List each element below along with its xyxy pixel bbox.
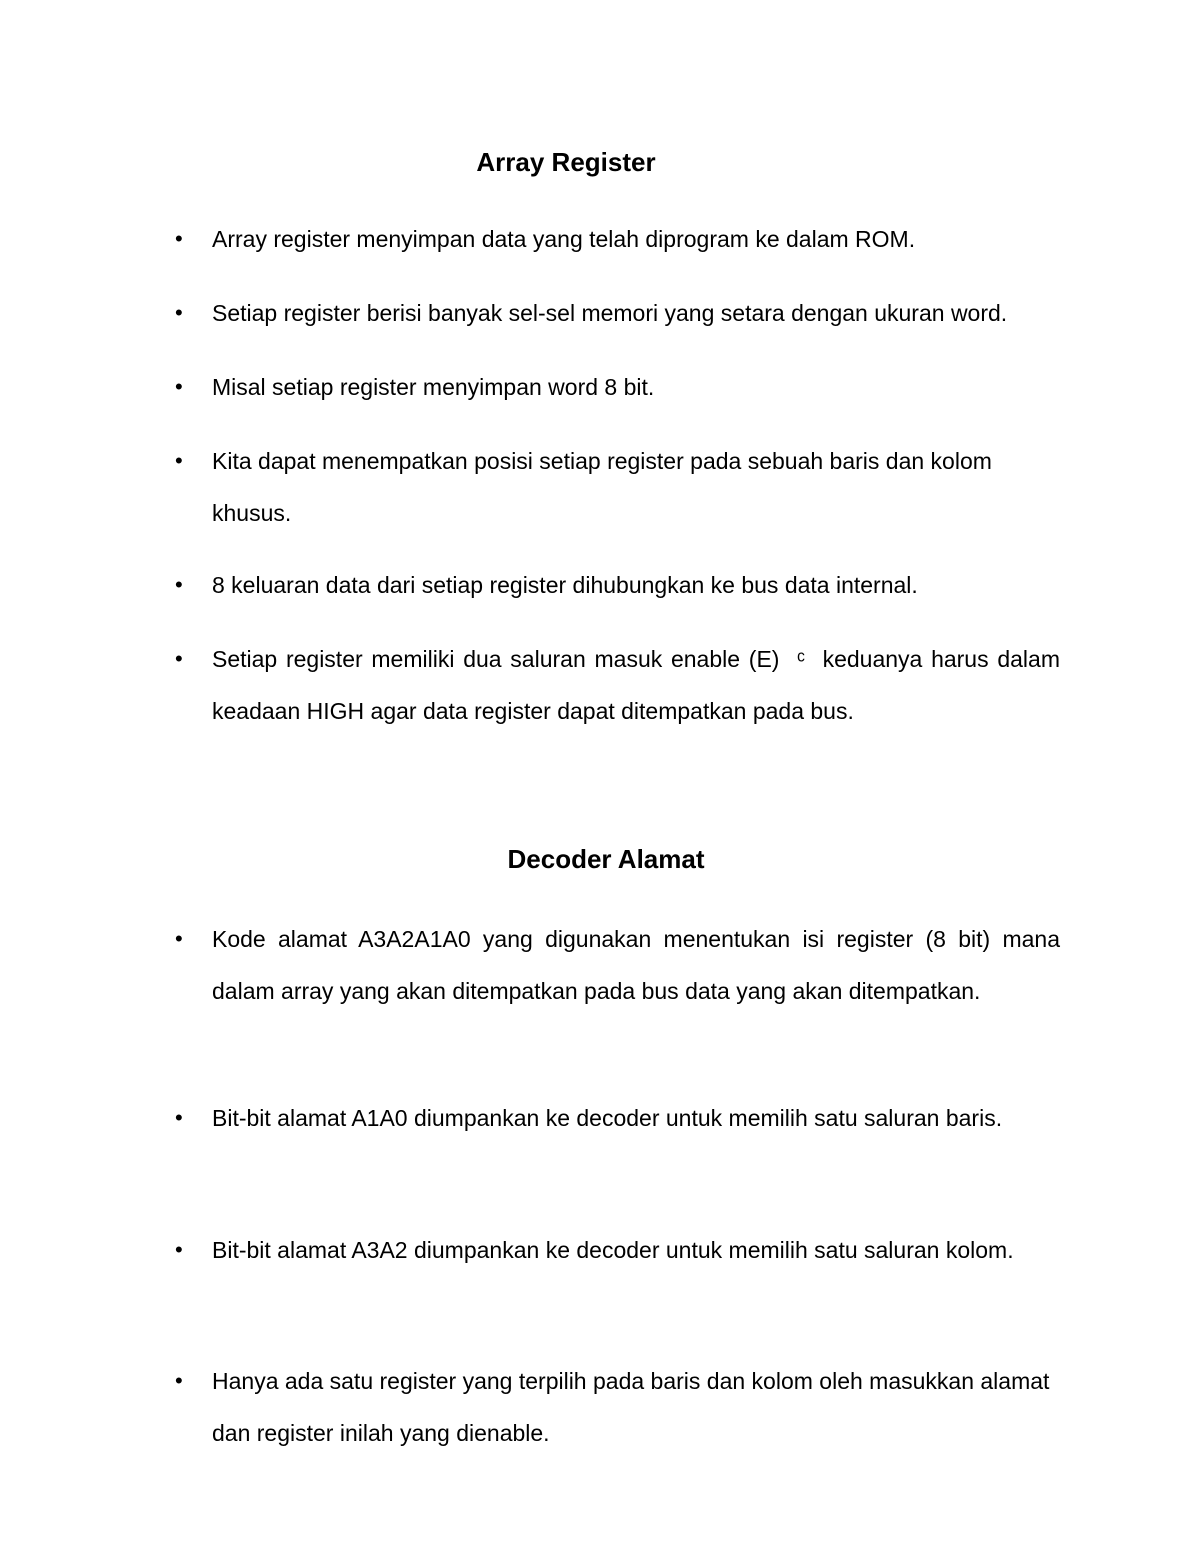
bullet-icon: • xyxy=(175,226,183,251)
bullet-icon: • xyxy=(175,572,183,597)
list-item-text: Kita dapat menempatkan posisi setiap register pada sebuah baris dan kolom khusus. xyxy=(212,448,992,526)
list-item-text: 8 keluaran data dari setiap register dihubungkan ke bus data internal. xyxy=(212,572,918,598)
bullet-icon: • xyxy=(175,374,183,399)
list-item-text: Bit-bit alamat A1A0 diumpankan ke decoder untuk memilih satu saluran baris. xyxy=(212,1105,1003,1131)
heading-decoder-alamat: Decoder Alamat xyxy=(507,844,705,874)
bullet-icon: • xyxy=(175,646,183,671)
list-item-text: Hanya ada satu register yang terpilih pada baris dan kolom oleh masukkan alamat dan register inilah yang dienable. xyxy=(212,1368,1050,1446)
list-item-text: Setiap register memiliki dua saluran masuk enable (E) ᶜ keduanya harus dalam keadaan HIGH agar data register dapat ditempatkan pada bus. xyxy=(212,646,1060,724)
list-item-text: Misal setiap register menyimpan word 8 bit. xyxy=(212,374,655,400)
heading-array-register: Array Register xyxy=(476,147,656,177)
bullet-icon: • xyxy=(175,1237,183,1262)
bullet-icon: • xyxy=(175,1105,183,1130)
bullet-icon: • xyxy=(175,448,183,473)
bullet-icon: • xyxy=(175,1368,183,1393)
list-item-text: Bit-bit alamat A3A2 diumpankan ke decoder untuk memilih satu saluran kolom. xyxy=(212,1237,1014,1263)
list-item-text: Setiap register berisi banyak sel-sel memori yang setara dengan ukuran word. xyxy=(212,300,1008,326)
list-item-text: Array register menyimpan data yang telah diprogram ke dalam ROM. xyxy=(212,226,916,252)
list-item-text: Kode alamat A3A2A1A0 yang digunakan menentukan isi register (8 bit) mana dalam array yang akan ditempatkan pada bus data yang akan ditempatkan. xyxy=(212,926,1060,1004)
bullet-icon: • xyxy=(175,926,183,951)
bullet-icon: • xyxy=(175,300,183,325)
